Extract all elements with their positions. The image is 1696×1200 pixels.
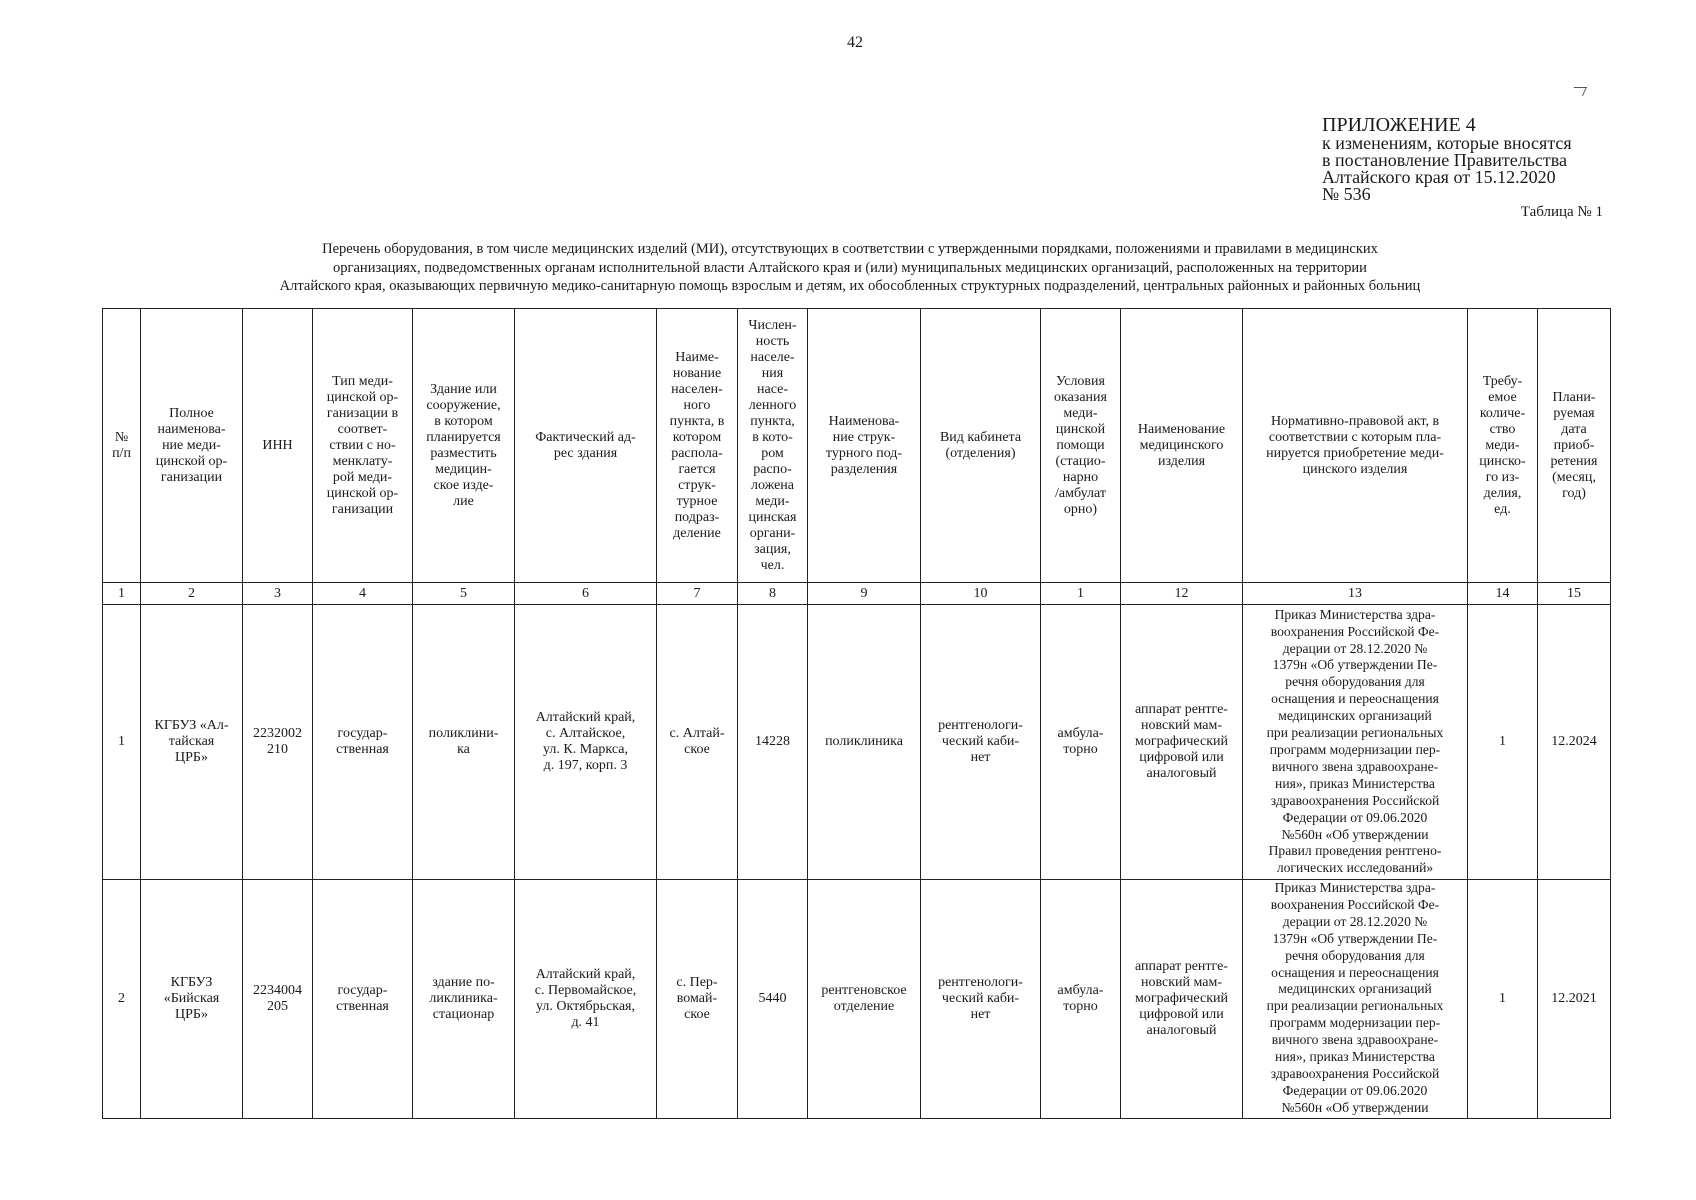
column-number: 12: [1121, 583, 1243, 605]
structural-unit: рентгеновское отделение: [808, 880, 921, 1119]
quantity: 1: [1468, 605, 1538, 880]
settlement: с. Пер- вомай- ское: [657, 880, 738, 1119]
inn: 2234004 205: [243, 880, 313, 1119]
annex-line: № 536: [1322, 184, 1371, 204]
header-cell: ИНН: [243, 309, 313, 583]
title-line: Алтайского края, оказывающих первичную медико-санитарную помощь взрослым и детям, их обособленных структурных подразделений, центральных районных и районных больниц: [279, 278, 1421, 294]
title-line: организациях, подведомственных органам исполнительной власти Алтайского края и (или) муниципальных медицинских организаций, расположенных на территории: [333, 259, 1367, 276]
document-title: [200, 240, 1500, 296]
inn: 2232002 210: [243, 605, 313, 880]
page-number: 42: [847, 34, 863, 51]
legal-act: Приказ Министерства здра- воохранения Российской Фе- дерации от 28.12.2020 № 1379н «Об утверждении Пе- речня оборудования для оснащения и переоснащения медицинских организаций при реализации региональных программ модернизации пер- вичного звена здравоохране- ния», приказ Министерства здравоохранения Российской Федерации от 09.06.2020 №560н «Об утверждении: [1266, 880, 1444, 1115]
address: Алтайский край, с. Алтайское, ул. К. Маркса, д. 197, корп. 3: [515, 605, 657, 880]
building: поликлини- ка: [413, 605, 515, 880]
annex-block: [1322, 115, 1572, 203]
column-number: 4: [313, 583, 413, 605]
header-cell: Наиме- нование населен- ного пункта, в котором распола- гается струк- турное подраз- деление: [657, 309, 738, 583]
header-cell: Числен- ность населе- ния насе- ленного пункта, в кото- ром распо- ложена меди- цинская органи- зация, чел.: [738, 309, 808, 583]
header-cell: Вид кабинета (отделения): [921, 309, 1041, 583]
annex-title: ПРИЛОЖЕНИЕ 4: [1322, 114, 1476, 136]
column-number: 2: [141, 583, 243, 605]
device-name: аппарат рентге- новский мам- мографический цифровой или аналоговый: [1121, 880, 1243, 1119]
header-row: [103, 309, 1611, 583]
column-number: 8: [738, 583, 808, 605]
population: 14228: [738, 605, 808, 880]
header-cell: Нормативно-правовой акт, в соответствии с которым пла- нируется приобретение меди- цинского изделия: [1243, 309, 1468, 583]
annex-line: Алтайского края от 15.12.2020: [1322, 167, 1556, 187]
column-number: 5: [413, 583, 515, 605]
header-cell: Плани- руемая дата приоб- ретения (месяц, год): [1538, 309, 1611, 583]
column-number: 3: [243, 583, 313, 605]
column-number: 7: [657, 583, 738, 605]
column-number: 1: [1041, 583, 1121, 605]
column-number: 15: [1538, 583, 1611, 605]
row-number: 2: [103, 880, 141, 1119]
legal-act: Приказ Министерства здра- воохранения Российской Фе- дерации от 28.12.2020 № 1379н «Об утверждении Пе- речня оборудования для оснащения и переоснащения медицинских организаций при реализации региональных программ модернизации пер- вичного звена здравоохране- ния», приказ Министерства здравоохранения Российской Федерации от 09.06.2020 №560н «Об утверждении Правил проведения рентгено- логических исследований»: [1243, 605, 1468, 880]
header-cell: Фактический ад- рес здания: [515, 309, 657, 583]
quantity: 1: [1468, 880, 1538, 1119]
structural-unit: поликлиника: [808, 605, 921, 880]
column-number: 10: [921, 583, 1041, 605]
header-cell: Полное наименова- ние меди- цинской ор- ганизации: [141, 309, 243, 583]
row-number: 1: [103, 605, 141, 880]
organization-type: государ- ственная: [313, 605, 413, 880]
header-cell: Наименование медицинского изделия: [1121, 309, 1243, 583]
equipment-table: [102, 308, 1611, 1119]
column-number: 9: [808, 583, 921, 605]
pen-mark: [1570, 87, 1587, 96]
settlement: с. Алтай- ское: [657, 605, 738, 880]
header-cell: Наименова- ние струк- турного под- разделения: [808, 309, 921, 583]
header-cell: № п/п: [103, 309, 141, 583]
care-conditions: амбула- торно: [1041, 605, 1121, 880]
cabinet-type: рентгенологи- ческий каби- нет: [921, 880, 1041, 1119]
column-number-row: [103, 583, 1611, 605]
header-cell: Требу- емое количе- ство меди- цинско- го из- делия, ед.: [1468, 309, 1538, 583]
legal-act-cell: [1243, 880, 1468, 1119]
organization-name: КГБУЗ «Бийская ЦРБ»: [141, 880, 243, 1119]
table-number: Таблица № 1: [1520, 204, 1603, 220]
title-line: Перечень оборудования, в том числе медицинских изделий (МИ), отсутствующих в соответствии с утвержденными порядками, положениями и правилами в медицинских: [322, 241, 1378, 257]
column-number: 13: [1243, 583, 1468, 605]
purchase-date: 12.2021: [1538, 880, 1611, 1119]
column-number: 1: [103, 583, 141, 605]
header-cell: Здание или сооружение, в котором планируется разместить медицин- ское изде- лие: [413, 309, 515, 583]
table-row: [103, 880, 1611, 1119]
column-number: 6: [515, 583, 657, 605]
address: Алтайский край, с. Первомайское, ул. Октябрьская, д. 41: [515, 880, 657, 1119]
device-name: аппарат рентге- новский мам- мографический цифровой или аналоговый: [1121, 605, 1243, 880]
table-row: [103, 605, 1611, 880]
purchase-date: 12.2024: [1538, 605, 1611, 880]
annex-line: к изменениям, которые вносятся: [1322, 133, 1572, 153]
building: здание по- ликлиника- стационар: [413, 880, 515, 1119]
cabinet-type: рентгенологи- ческий каби- нет: [921, 605, 1041, 880]
population: 5440: [738, 880, 808, 1119]
header-cell: Тип меди- цинской ор- ганизации в соответ- ствии с но- менклату- рой меди- цинской ор- ганизации: [313, 309, 413, 583]
header-cell: Условия оказания меди- цинской помощи (стацио- нарно /амбулат орно): [1041, 309, 1121, 583]
care-conditions: амбула- торно: [1041, 880, 1121, 1119]
organization-type: государ- ственная: [313, 880, 413, 1119]
organization-name: КГБУЗ «Ал- тайская ЦРБ»: [141, 605, 243, 880]
column-number: 14: [1468, 583, 1538, 605]
annex-line: в постановление Правительства: [1322, 150, 1568, 170]
